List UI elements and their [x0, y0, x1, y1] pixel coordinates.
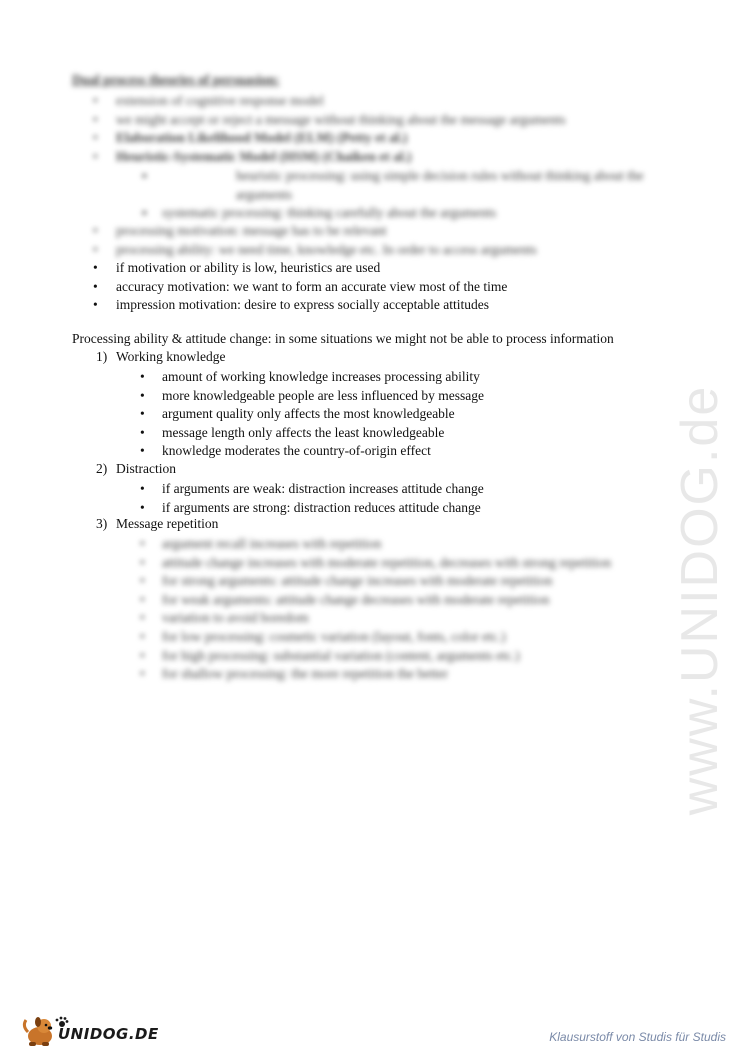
footer-tagline: Klausurstoff von Studis für Studis — [549, 1030, 726, 1044]
numbered-heading-distraction: 2) Distraction — [96, 461, 176, 476]
watermark: www.UNIDOG.de — [671, 384, 729, 816]
section-heading-dual-process: Dual process theories of persuasion: — [72, 72, 280, 87]
dog-mascot-icon — [24, 1017, 52, 1046]
list-item: ▪ heuristic processing: using simple decision rules without thinking about the arguments — [142, 168, 644, 202]
numbered-heading-working-knowledge: 1) Working knowledge — [96, 349, 226, 364]
logo-wordmark: UNIDOG.DE — [58, 1025, 159, 1043]
list-item: ▪ systematic processing: thinking carefully about the arguments — [142, 205, 497, 220]
numbered-heading-message-repetition: 3) Message repetition — [96, 516, 219, 531]
section-intro: Processing ability & attitude change: in some situations we might not be able to process information — [72, 331, 614, 346]
blurred-sub-bullet-list — [88, 167, 648, 223]
document-page: www.UNIDOG.de Dual process theories of persuasion: • extension of cognitive response model • we might accept or reject a message without thinking about the message arguments • Elaboration Likelihood Model (ELM) (Petty et al.) • Heuristic-Systematic Model (HSM) (Chaiken et al.) ▪ heuristic processing: using simple decision rules without thinking about the arguments ▪ systematic processing: thinking carefully about the arguments • processing motivation: message has to be relevant • processing ability: we need time, knowledge etc. In order to access arguments • if motivation or ability is low, heuristics are used • accuracy motivation: we want to form an accurate view most of the time • impression motivation: desire to express socially acceptable attitudes Processing ability & attitude change: in some situations we might not be able to process information 1) Working knowledge • amount of working knowledge increases processing ability • more knowledgeable people are less influenced by message • argument quality only affects the most knowledgeable • message length only affects the least knowledgeable • knowledge moderates the country-of-origin effect 2) Distraction • if arguments are weak: distraction increases attitude change • if arguments are strong: distraction reduces attitude change 3) Message repetition • argument recall increases with repetition • attitude change increases with moderate repetition, decreases with strong repetition • for strong arguments: attitude change increases with moderate repetition • for weak arguments: attitude change decreases with moderate repetition • variation to avoid boredom • for low processing: cosmetic variation (layout, fonts, color etc.) • for high processing: substantial variation (content, arguments etc.) • for shallow processing: the more repetition the better UNIDOG.DE Klausurstoff von Studis für Studis — [0, 0, 750, 1060]
